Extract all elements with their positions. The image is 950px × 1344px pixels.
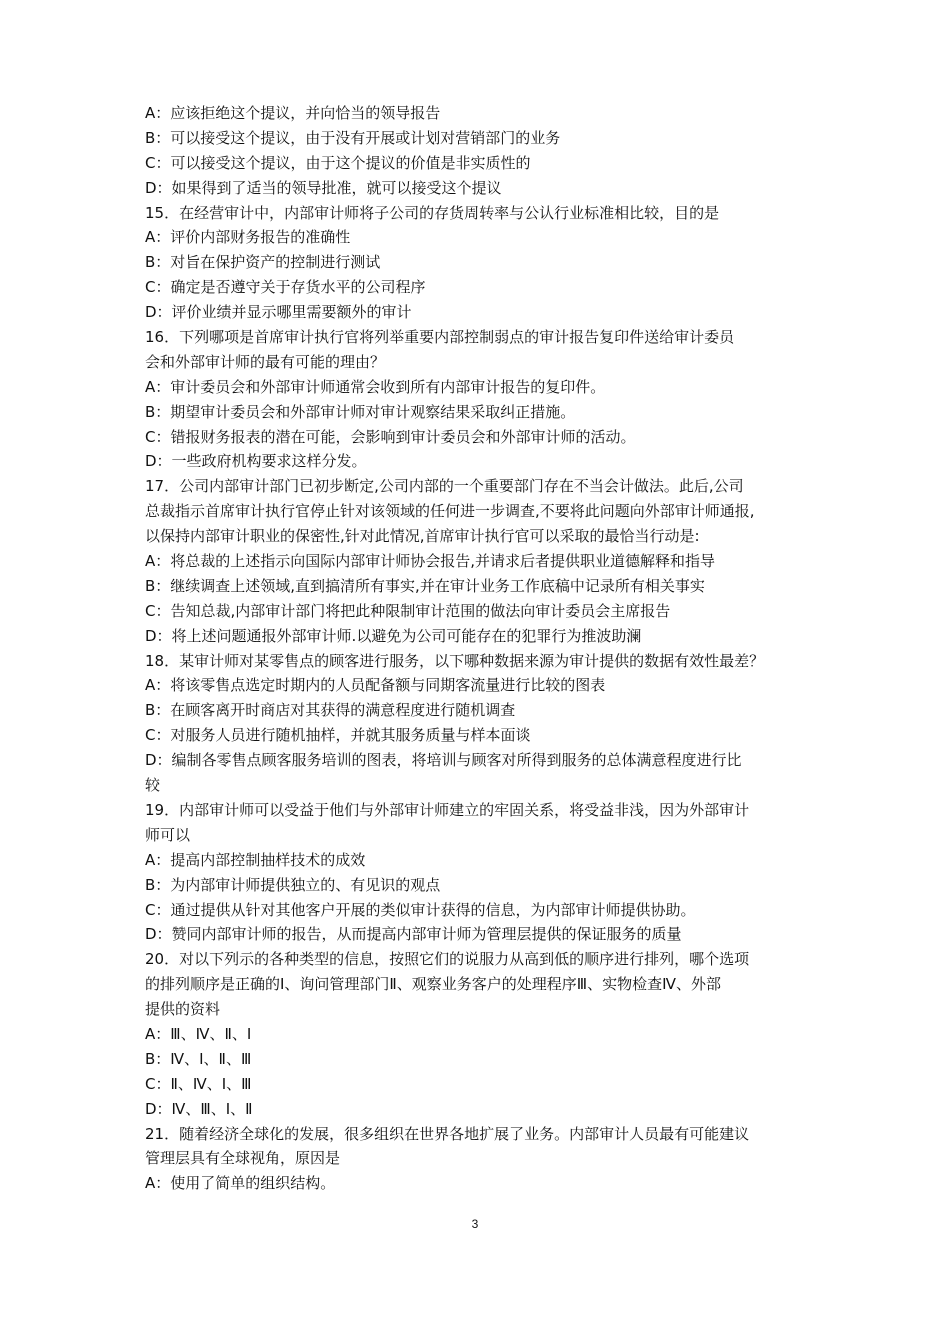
- text-line: C：错报财务报表的潜在可能，会影响到审计委员会和外部审计师的活动。: [145, 427, 636, 446]
- text-line: 以保持内部审计职业的保密性,针对此情况,首席审计执行官可以采取的最恰当行动是:: [145, 527, 700, 546]
- text-line: D：赞同内部审计师的报告，从而提高内部审计师为管理层提供的保证服务的质量: [145, 925, 682, 944]
- text-line: A：提高内部控制抽样技术的成效: [145, 850, 366, 869]
- text-line: B：为内部审计师提供独立的、有见识的观点: [145, 875, 441, 894]
- page-number: 3: [471, 1217, 479, 1231]
- text-line: 15．在经营审计中，内部审计师将子公司的存货周转率与公认行业标准相比较，目的是: [145, 203, 720, 222]
- text-line: B：对旨在保护资产的控制进行测试: [145, 253, 381, 272]
- text-line: A：将总裁的上述指示向国际内部审计师协会报告,并请求后者提供职业道德解释和指导: [145, 552, 716, 571]
- text-line: D：编制各零售点顾客服务培训的图表，将培训与顾客对所得到服务的总体满意程度进行比: [145, 751, 742, 770]
- text-line: D：一些政府机构要求这样分发。: [145, 452, 367, 471]
- text-line: 总裁指示首席审计执行官停止针对该领域的任何进一步调查,不要将此问题向外部审计师通报,: [145, 502, 755, 521]
- text-line: A：审计委员会和外部审计师通常会收到所有内部审计报告的复印件。: [145, 377, 606, 396]
- text-line: B：可以接受这个提议，由于没有开展或计划对营销部门的业务: [145, 128, 561, 147]
- text-line: A：将该零售点选定时期内的人员配备额与同期客流量进行比较的图表: [145, 676, 606, 695]
- text-line: B：Ⅳ、Ⅰ、Ⅱ、Ⅲ: [145, 1049, 252, 1068]
- text-line: C：告知总裁,内部审计部门将把此种限制审计范围的做法向审计委员会主席报告: [145, 601, 671, 620]
- text-line: 21．随着经济全球化的发展，很多组织在世界各地扩展了业务。内部审计人员最有可能建议: [145, 1124, 750, 1143]
- text-line: B：在顾客离开时商店对其获得的满意程度进行随机调查: [145, 701, 516, 720]
- text-line: 17．公司内部审计部门已初步断定,公司内部的一个重要部门存在不当会计做法。此后,公司: [145, 477, 744, 496]
- text-line: D：Ⅳ、Ⅲ、Ⅰ、Ⅱ: [145, 1099, 253, 1118]
- text-line: D：评价业绩并显示哪里需要额外的审计: [145, 303, 412, 322]
- text-line: A：Ⅲ、Ⅳ、Ⅱ、Ⅰ: [145, 1024, 252, 1043]
- text-line: 较: [145, 776, 161, 795]
- text-line: 19．内部审计师可以受益于他们与外部审计师建立的牢固关系，将受益非浅，因为外部审计: [145, 800, 750, 819]
- text-line: 提供的资料: [145, 1000, 221, 1019]
- text-line: A：评价内部财务报告的准确性: [145, 228, 351, 247]
- text-line: 师可以: [145, 825, 191, 844]
- text-line: 18．某审计师对某零售点的顾客进行服务，以下哪种数据来源为审计提供的数据有效性最差？: [145, 651, 765, 670]
- text-line: A：使用了简单的组织结构。: [145, 1174, 336, 1193]
- text-line: C：通过提供从针对其他客户开展的类似审计获得的信息，为内部审计师提供协助。: [145, 900, 696, 919]
- text-line: 管理层具有全球视角，原因是: [145, 1149, 341, 1168]
- text-line: C：Ⅱ、Ⅳ、Ⅰ、Ⅲ: [145, 1074, 252, 1093]
- text-line: 的排列顺序是正确的Ⅰ、询问管理部门Ⅱ、观察业务客户的处理程序Ⅲ、实物检查Ⅳ、外部: [145, 975, 721, 994]
- text-line: 16．下列哪项是首席审计执行官将列举重要内部控制弱点的审计报告复印件送给审计委员: [145, 328, 735, 347]
- text-line: C：确定是否遵守关于存货水平的公司程序: [145, 278, 426, 297]
- text-line: 会和外部审计师的最有可能的理由？: [145, 352, 386, 371]
- text-line: C：可以接受这个提议，由于这个提议的价值是非实质性的: [145, 153, 531, 172]
- text-line: D：如果得到了适当的领导批准，就可以接受这个提议: [145, 178, 502, 197]
- text-line: 20．对以下列示的各种类型的信息，按照它们的说服力从高到低的顺序进行排列，哪个选项: [145, 950, 750, 969]
- text-line: B：继续调查上述领域,直到搞清所有事实,并在审计业务工作底稿中记录所有相关事实: [145, 576, 705, 595]
- text-line: C：对服务人员进行随机抽样，并就其服务质量与样本面谈: [145, 726, 531, 745]
- text-line: D：将上述问题通报外部审计师.以避免为公司可能存在的犯罪行为推波助澜: [145, 626, 642, 645]
- text-line: B：期望审计委员会和外部审计师对审计观察结果采取纠正措施。: [145, 402, 576, 421]
- text-line: A：应该拒绝这个提议，并向恰当的领导报告: [145, 104, 441, 122]
- page-body-text: [145, 101, 815, 1196]
